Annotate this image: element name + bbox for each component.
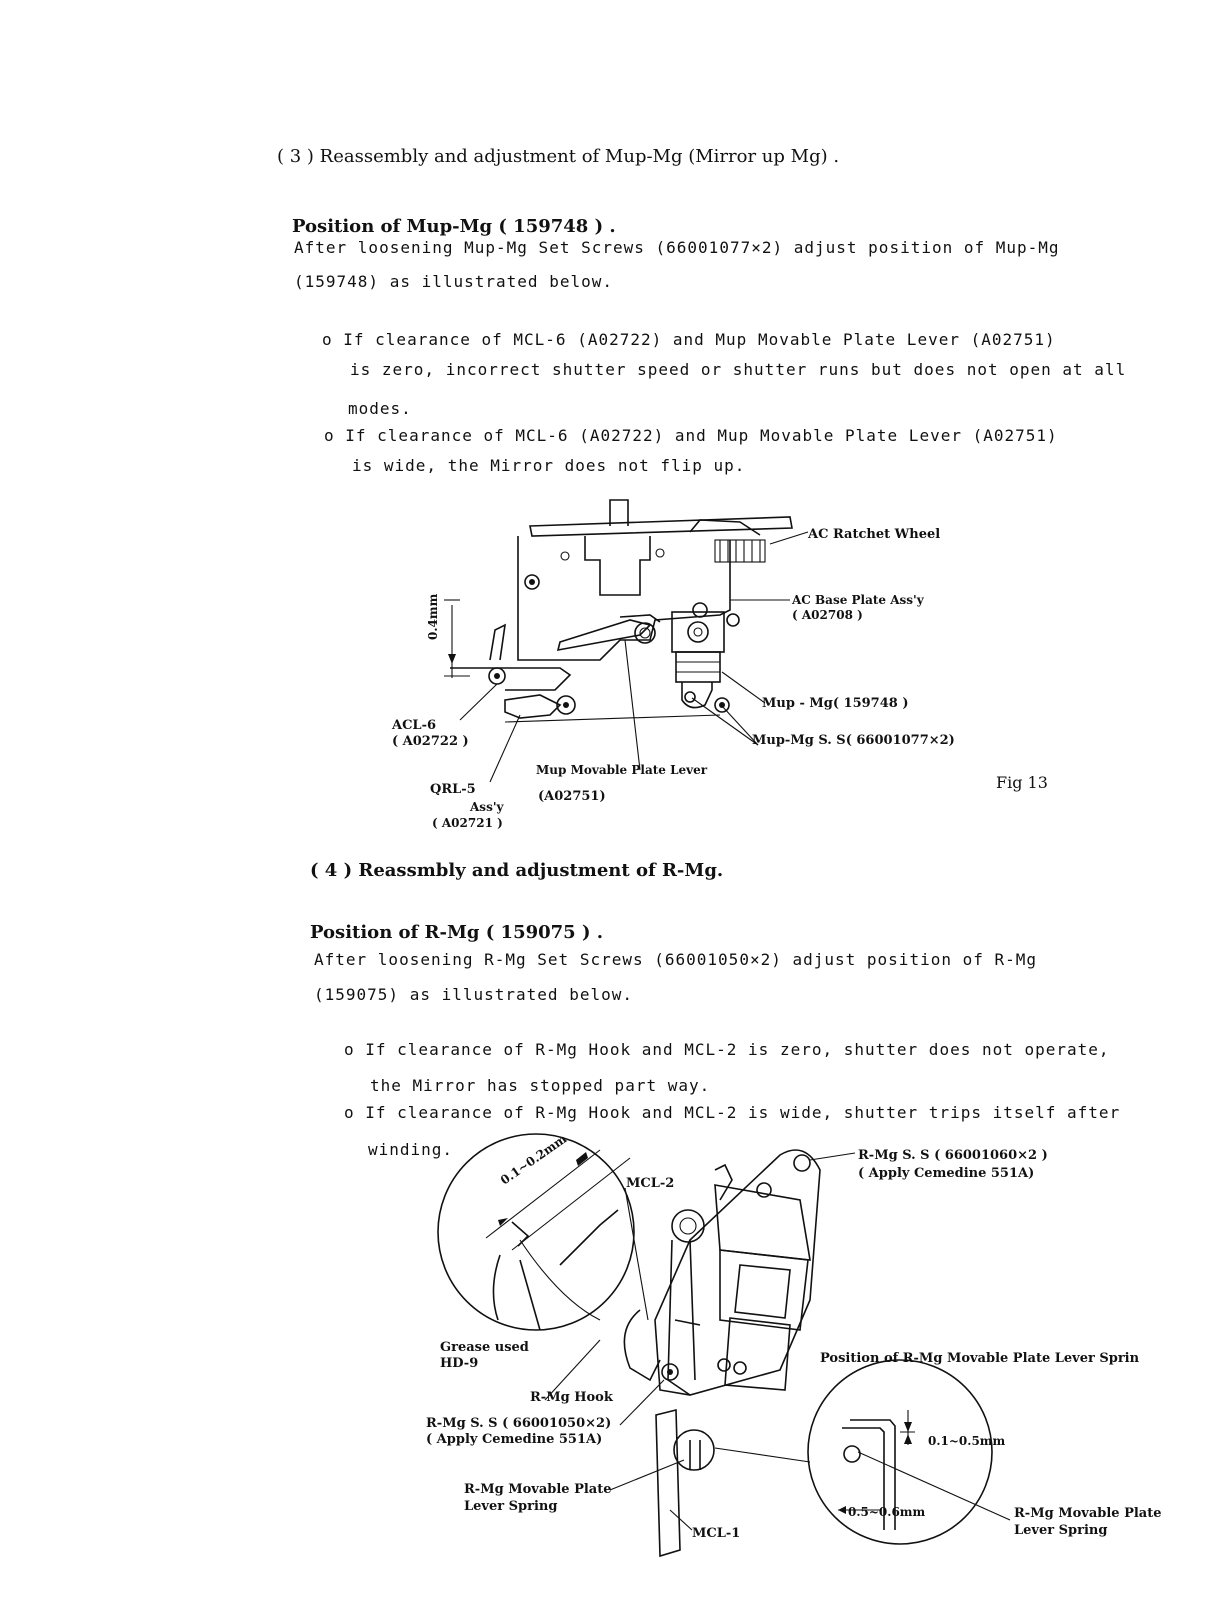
section4-para-line2: (159075) as illustrated below. [314, 985, 633, 1004]
fig13-caption: Fig 13 [996, 773, 1048, 792]
label-rmg-ss-top-line2: ( Apply Cemedine 551A) [858, 1166, 1035, 1181]
label-rmg-ss-bottom-line1: R-Mg S. S ( 66001050×2) [426, 1416, 612, 1431]
leader-rmg-ss-bottom [620, 1380, 664, 1425]
section3-heading: ( 3 ) Reassembly and adjustment of Mup-Mg (Mirror up Mg) . [277, 146, 840, 167]
leader-rmg-ss-top [810, 1153, 855, 1160]
label-dim-05-06: 0.5~0.6mm [848, 1505, 926, 1519]
section4-bullet2-line2: winding. [368, 1140, 454, 1159]
spring-detail-marker [674, 1430, 714, 1470]
label-dim-04: 0.4mm [426, 593, 440, 640]
label-position-spring: Position of R-Mg Movable Plate Lever Sprin [820, 1351, 1140, 1366]
label-mup-mg-ss: Mup-Mg S. S( 66001077×2) [752, 733, 955, 748]
label-mup-movable-line1: Mup Movable Plate Lever [536, 763, 708, 777]
label-mup-mg: Mup - Mg( 159748 ) [762, 696, 909, 711]
label-grease-line1: Grease used [440, 1340, 529, 1355]
label-ac-base-plate-line1: AC Base Plate Ass'y [792, 593, 924, 607]
label-rmg-ss-bottom-line2: ( Apply Cemedine 551A) [426, 1432, 603, 1447]
leader-mcl1 [670, 1510, 692, 1530]
label-rmg-spring-line1: R-Mg Movable Plate [464, 1482, 612, 1497]
section3-position-title: Position of Mup-Mg ( 159748 ) . [292, 216, 616, 237]
label-acl6-line2: ( A02722 ) [392, 734, 469, 749]
section4-bullet1-line1: o If clearance of R-Mg Hook and MCL-2 is zero, shutter does not operate, [344, 1040, 1110, 1059]
label-acl6-line1: ACL-6 [392, 718, 437, 733]
label-mcl2: MCL-2 [626, 1176, 675, 1191]
label-dim-01-02: 0.1~0.2mm [498, 1131, 570, 1188]
section3-bullet2-line1: o If clearance of MCL-6 (A02722) and Mup Movable Plate Lever (A02751) [324, 426, 1058, 445]
section3-para-line2: (159748) as illustrated below. [294, 272, 613, 291]
label-mcl1: MCL-1 [692, 1526, 741, 1541]
section3-bullet1-line2: is zero, incorrect shutter speed or shutter runs but does not open at all [350, 360, 1127, 379]
rmg-assembly-drawing [624, 1150, 820, 1556]
section3-para-line1: After loosening Mup-Mg Set Screws (66001077×2) adjust position of Mup-Mg [294, 238, 1060, 257]
label-qrl5-line3: ( A02721 ) [432, 816, 503, 830]
section4-bullet1-line2: the Mirror has stopped part way. [370, 1076, 711, 1095]
section3-bullet1-line1: o If clearance of MCL-6 (A02722) and Mup Movable Plate Lever (A02751) [322, 330, 1056, 349]
leader-rmg-spring [610, 1460, 684, 1490]
label-qrl5-line1: QRL-5 [430, 782, 476, 797]
section4-position-title: Position of R-Mg ( 159075 ) . [310, 922, 604, 943]
section4-para-line1: After loosening R-Mg Set Screws (66001050×2) adjust position of R-Mg [314, 950, 1038, 969]
leader-mcl2 [625, 1188, 648, 1320]
label-dim-01-05: 0.1~0.5mm [928, 1434, 1006, 1448]
leader-spring-detail [715, 1448, 810, 1462]
label-rmg-spring-line2: Lever Spring [464, 1499, 558, 1514]
section4-bullet2-line1: o If clearance of R-Mg Hook and MCL-2 is wide, shutter trips itself after [344, 1103, 1121, 1122]
section4-heading: ( 4 ) Reassmbly and adjustment of R-Mg. [310, 860, 724, 881]
label-qrl5-line2: Ass'y [470, 800, 504, 814]
section3-bullet1-line3: modes. [348, 399, 412, 418]
label-rmg-spring-r-line1: R-Mg Movable Plate [1014, 1506, 1162, 1521]
mcl1-lever-drawing [656, 1410, 680, 1556]
label-rmg-ss-top-line1: R-Mg S. S ( 66001060×2 ) [858, 1148, 1048, 1163]
label-grease-line2: HD-9 [440, 1356, 479, 1371]
label-rmg-spring-r-line2: Lever Spring [1014, 1523, 1108, 1538]
label-ac-ratchet-wheel: AC Ratchet Wheel [808, 527, 941, 542]
label-rmg-hook: R-Mg Hook [530, 1390, 613, 1405]
label-ac-base-plate-line2: ( A02708 ) [792, 608, 863, 622]
section3-bullet2-line2: is wide, the Mirror does not flip up. [352, 456, 746, 475]
label-mup-movable-line2: (A02751) [538, 789, 606, 804]
